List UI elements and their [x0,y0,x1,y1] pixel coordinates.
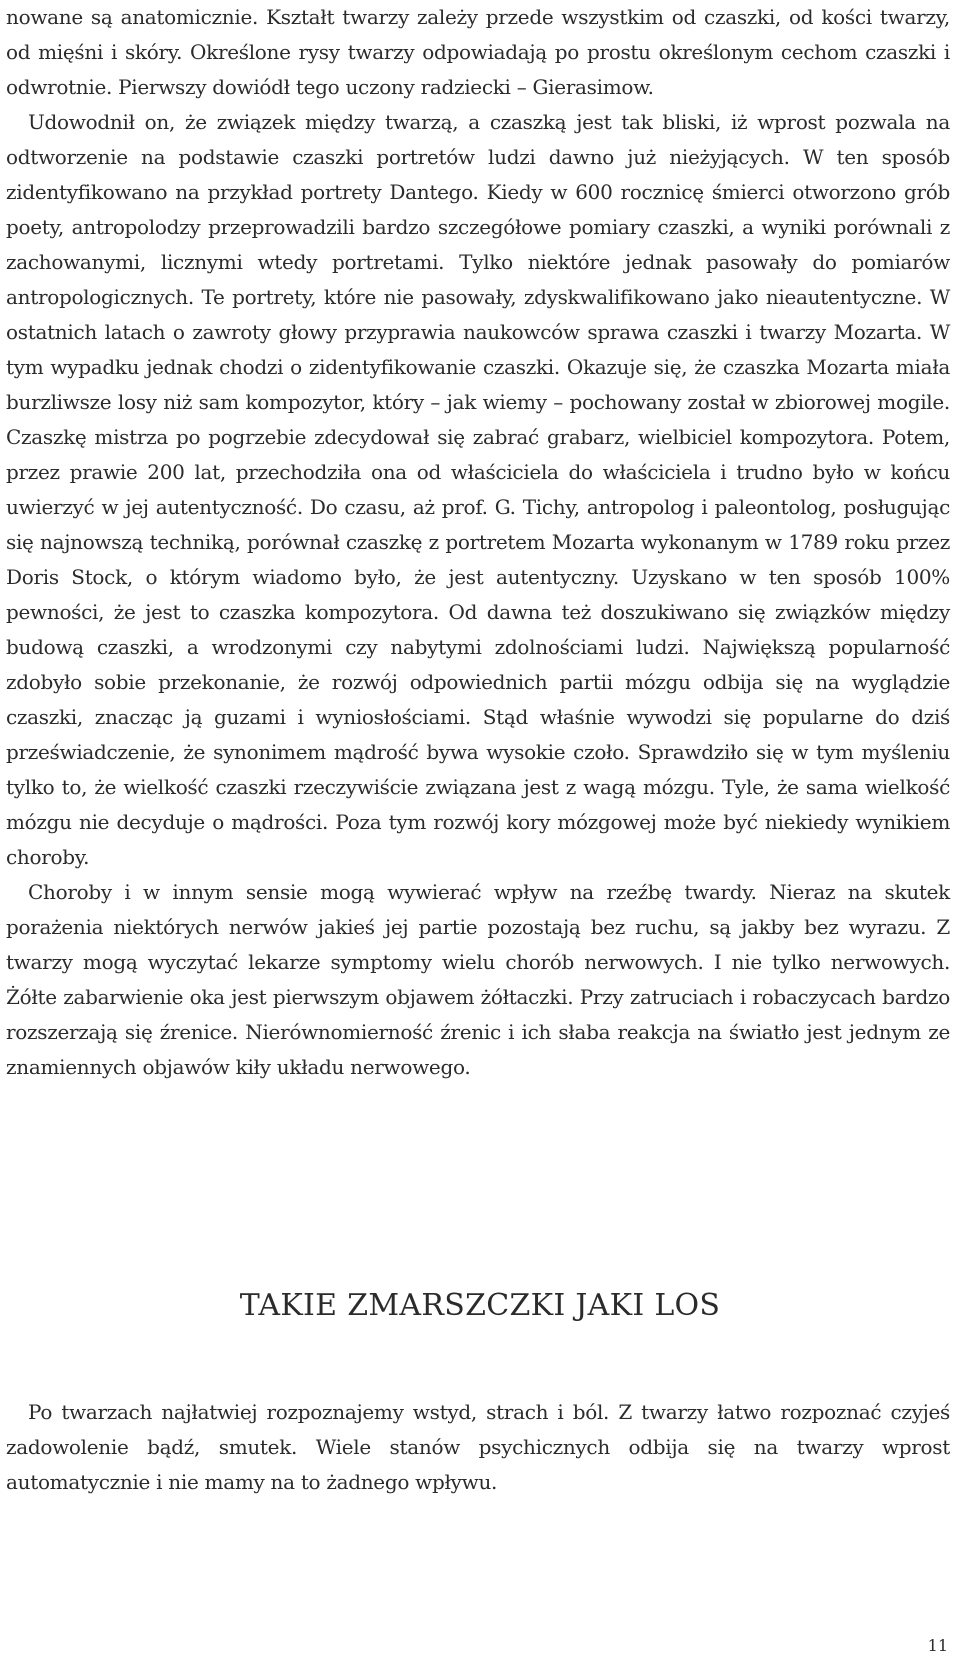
paragraph-diseases: Choroby i w innym sensie mogą wywierać wpływ na rzeźbę twardy. Nieraz na skutek porażenia niektórych nerwów jakieś jej partie pozostają bez ruchu, są jakby bez wyrazu. Z twarzy mogą wyczytać lekarze symptomy wielu chorób nerwowych. I nie tylko nerwowych. Żółte zabarwienie oka jest pierwszym objawem żółtaczki. Przy zatruciach i robaczycach bardzo rozszerzają się źrenice. Nierównomierność źrenic i ich słaba reakcja na światło jest jednym ze znamiennych objawów kiły układu nerwowego. [6,880,950,1079]
section-heading: TAKIE ZMARSZCZKI JAKI LOS [239,1288,721,1323]
page-number: 11 [927,1636,948,1655]
paragraph-continued: nowane są anatomicznie. Kształt twarzy zależy przede wszystkim od czaszki, od kości twarzy, od mięśni i skóry. Określone rysy twarzy odpowiadają po prostu określonym cechom czaszki i odwrotnie. Pierwszy dowiódł tego uczony radziecki – Gierasimow. [6,5,950,99]
paragraph-emotions: Po twarzach najłatwiej rozpoznajemy wstyd, strach i ból. Z twarzy łatwo rozpoznać czyjeś zadowolenie bądź, smutek. Wiele stanów psychicznych odbija się na twarzy wprost automatycznie i nie mamy na to żadnego wpływu. [6,1400,950,1494]
body-text-top [6,0,950,1085]
body-text-bottom [6,1395,950,1500]
paragraph-face-skull: Udowodnił on, że związek między twarzą, a czaszką jest tak bliski, iż wprost pozwala na odtworzenie na podstawie czaszki portretów ludzi dawno już nieżyjących. W ten sposób zidentyfikowano na przykład portrety Dantego. Kiedy w 600 rocznicę śmierci otworzono grób poety, antropolodzy przeprowadzili bardzo szczegółowe pomiary czaszki, a wyniki porównali z zachowanymi, licznymi wtedy portretami. Tylko niektóre jednak pasowały do pomiarów antropologicznych. Te portrety, które nie pasowały, zdyskwalifikowano jako nieautentyczne. W ostatnich latach o zawroty głowy przyprawia naukowców sprawa czaszki i twarzy Mozarta. W tym wypadku jednak chodzi o zidentyfikowanie czaszki. Okazuje się, że czaszka Mozarta miała burzliwsze losy niż sam kompozytor, który – jak wiemy – pochowany został w zbiorowej mogile. Czaszkę mistrza po pogrzebie zdecydował się zabrać grabarz, wielbiciel kompozytora. Potem, przez prawie 200 lat, przechodziła ona od właściciela do właściciela i trudno było w końcu uwierzyć w jej autentyczność. Do czasu, aż prof. G. Tichy, antropolog i paleontolog, posługując się najnowszą techniką, porównał czaszkę z portretem Mozarta wykonanym w 1789 roku przez Doris Stock, o którym wiadomo było, że jest autentyczny. Uzyskano w ten sposób 100% pewności, że jest to czaszka kompozytora. Od dawna też doszukiwano się związków między budową czaszki, a wrodzonymi czy nabytymi zdolnościami ludzi. Największą popularność zdobyło sobie przekonanie, że rozwój odpowiednich partii mózgu odbija się na wyglądzie czaszki, znacząc ją guzami i wyniosłościami. Stąd właśnie wywodzi się popularne do dziś przeświadczenie, że synonimem mądrość bywa wysokie czoło. Sprawdziło się w tym myśleniu tylko to, że wielkość czaszki rzeczywiście związana jest z wagą mózgu. Tyle, że sama wielkość mózgu nie decyduje o mądrości. Poza tym rozwój kory mózgowej może być niekiedy wynikiem choroby. [6,110,950,869]
